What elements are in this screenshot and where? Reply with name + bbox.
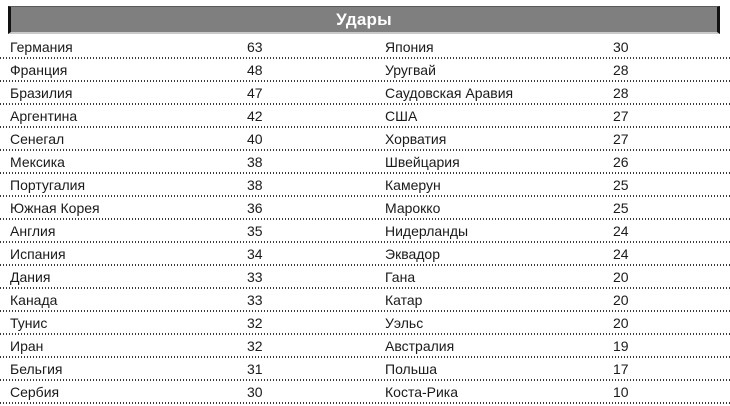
table-row — [0, 151, 730, 174]
value-cell-left: 36 — [247, 199, 263, 216]
value-cell-left: 34 — [247, 245, 263, 262]
value-cell-left: 32 — [247, 337, 263, 354]
country-cell-left: Южная Корея — [10, 199, 100, 216]
value-cell-right: 17 — [613, 360, 629, 377]
value-cell-right: 30 — [613, 38, 629, 55]
country-cell-right: США — [385, 107, 418, 124]
value-cell-right: 20 — [613, 291, 629, 308]
value-cell-left: 42 — [247, 107, 263, 124]
value-cell-left: 32 — [247, 314, 263, 331]
table-row — [0, 174, 730, 197]
table-row — [0, 220, 730, 243]
country-cell-right: Польша — [385, 360, 438, 377]
table-row — [0, 59, 730, 82]
table-row — [0, 243, 730, 266]
value-cell-right: 26 — [613, 153, 629, 170]
table-row — [0, 197, 730, 220]
country-cell-left: Канада — [10, 291, 58, 308]
country-cell-left: Португалия — [10, 176, 86, 193]
table-body — [0, 36, 730, 404]
country-cell-right: Коста-Рика — [385, 383, 459, 400]
country-cell-right: Уругвай — [385, 61, 436, 78]
value-cell-right: 20 — [613, 314, 629, 331]
value-cell-left: 31 — [247, 360, 263, 377]
table-row — [0, 82, 730, 105]
country-cell-left: Англия — [10, 222, 56, 239]
value-cell-right: 25 — [613, 176, 629, 193]
country-cell-left: Испания — [10, 245, 66, 262]
country-cell-left: Сербия — [10, 383, 60, 400]
value-cell-left: 38 — [247, 176, 263, 193]
value-cell-right: 24 — [613, 222, 629, 239]
country-cell-left: Дания — [10, 268, 51, 285]
value-cell-right: 24 — [613, 245, 629, 262]
country-cell-left: Сенегал — [10, 130, 65, 147]
country-cell-right: Хорватия — [385, 130, 447, 147]
value-cell-right: 25 — [613, 199, 629, 216]
value-cell-right: 10 — [613, 383, 629, 400]
country-cell-left: Германия — [10, 38, 73, 55]
value-cell-right: 20 — [613, 268, 629, 285]
country-cell-right: Гана — [385, 268, 416, 285]
value-cell-left: 63 — [247, 38, 263, 55]
table-row — [0, 36, 730, 59]
country-cell-left: Тунис — [10, 314, 48, 331]
country-cell-left: Мексика — [10, 153, 65, 170]
country-cell-left: Бельгия — [10, 360, 63, 377]
table-row — [0, 312, 730, 335]
value-cell-left: 30 — [247, 383, 263, 400]
shots-stats-table — [0, 6, 730, 406]
value-cell-right: 19 — [613, 337, 629, 354]
table-title-bar — [8, 6, 720, 34]
value-cell-left: 40 — [247, 130, 263, 147]
value-cell-right: 28 — [613, 61, 629, 78]
country-cell-right: Марокко — [385, 199, 441, 216]
value-cell-left: 48 — [247, 61, 263, 78]
country-cell-left: Аргентина — [10, 107, 78, 124]
country-cell-right: Уэльс — [385, 314, 424, 331]
value-cell-left: 35 — [247, 222, 263, 239]
country-cell-right: Австралия — [385, 337, 455, 354]
country-cell-right: Швейцария — [385, 153, 460, 170]
value-cell-right: 28 — [613, 84, 629, 101]
table-row — [0, 381, 730, 404]
country-cell-right: Нидерланды — [385, 222, 469, 239]
value-cell-left: 47 — [247, 84, 263, 101]
country-cell-right: Япония — [385, 38, 434, 55]
table-row — [0, 266, 730, 289]
value-cell-right: 27 — [613, 107, 629, 124]
table-row — [0, 358, 730, 381]
country-cell-right: Эквадор — [385, 245, 440, 262]
country-cell-right: Камерун — [385, 176, 441, 193]
value-cell-left: 33 — [247, 268, 263, 285]
country-cell-right: Катар — [385, 291, 423, 308]
value-cell-left: 33 — [247, 291, 263, 308]
value-cell-left: 38 — [247, 153, 263, 170]
table-row — [0, 289, 730, 312]
table-row — [0, 335, 730, 358]
country-cell-left: Иран — [10, 337, 44, 354]
country-cell-left: Бразилия — [10, 84, 73, 101]
table-title: Удары — [336, 9, 392, 29]
table-row — [0, 128, 730, 151]
value-cell-right: 27 — [613, 130, 629, 147]
country-cell-right: Саудовская Аравия — [385, 84, 514, 101]
table-row — [0, 105, 730, 128]
country-cell-left: Франция — [10, 61, 68, 78]
